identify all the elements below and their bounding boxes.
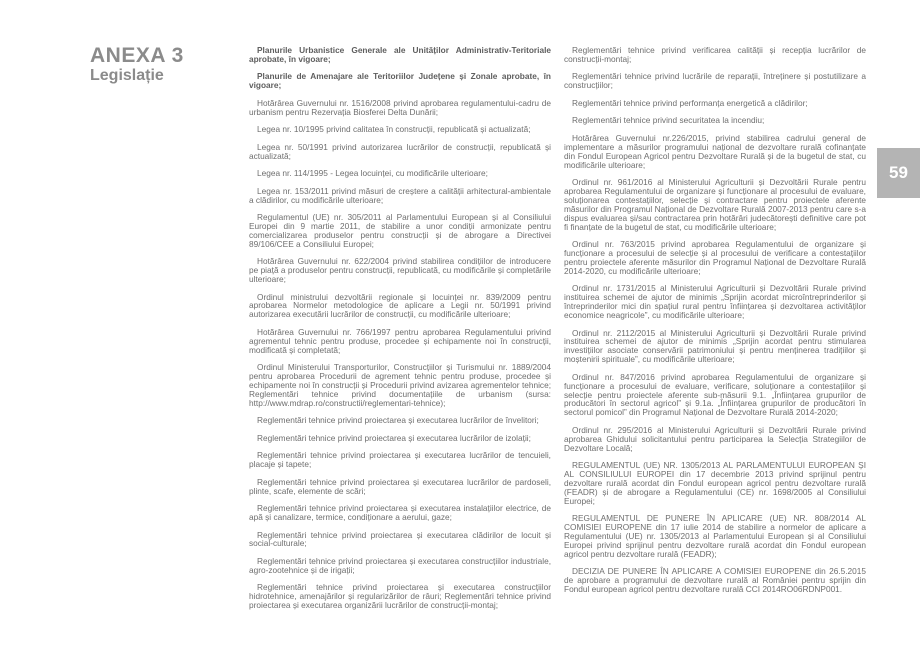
legislation-item: Reglementări tehnice privind proiectarea și executarea construcțiilor industriale, agro-zootehnice și de irigații; xyxy=(249,555,551,575)
legislation-item: Ordinul nr. 2112/2015 al Ministerului Agriculturii și Dezvoltării Rurale privind instituirea schemei de ajutor de minimis „Sprijin acordat pentru stimularea investițiilor asociate conservării patrimoniului și pentru menținerea tradițiilor și moștenirii spirituale”, cu modificările ulterioare; xyxy=(564,327,866,365)
legislation-item: Legea nr. 50/1991 privind autorizarea lucrărilor de construcții, republicată și actualizată; xyxy=(249,141,551,161)
legislation-item: Reglementări tehnice privind proiectarea și executarea lucrărilor de izolații; xyxy=(257,432,531,443)
annex-subtitle: Legislație xyxy=(90,67,164,84)
right-text-column xyxy=(564,46,866,603)
legislation-item: Reglementări tehnice privind verificarea calității și recepția lucrărilor de construcții-montaj; xyxy=(564,45,866,64)
legislation-item: Ordinul nr. 295/2016 al Ministerului Agriculturii și Dezvoltării Rurale privind aprobarea Ghidului solicitantului pentru participarea la Selecția Strategiilor de Dezvoltare Locală; xyxy=(564,424,866,453)
legislation-item: Planurile de Amenajare ale Teritoriilor Județene și Zonale aprobate, în vigoare; xyxy=(249,71,551,91)
legislation-item: Ordinul nr. 1731/2015 al Ministerului Agriculturii și Dezvoltării Rurale privind instituirea schemei de ajutor de minimis „Sprijin acordat microîntreprinderilor și întreprinderilor mici din spațiul rural pentru înființarea și dezvoltarea activităților economice neagricole”, cu modificările ulterioare; xyxy=(564,283,866,320)
legislation-item: Reglementări tehnice privind proiectarea și executarea lucrărilor de pardoseli, plinte, scafe, elemente de scări; xyxy=(249,476,551,496)
legislation-item: Legea nr. 153/2011 privind măsuri de creștere a calității arhitectural-ambientale a clădirilor, cu modificările ulterioare; xyxy=(249,185,551,205)
legislation-item: Reglementări tehnice privind securitatea la incendiu; xyxy=(572,115,765,126)
legislation-item: Reglementări tehnice privind lucrările de reparații, întreținere și postutilizare a construcțiilor; xyxy=(564,71,866,91)
page-number-tab xyxy=(877,148,920,198)
legislation-item: Hotărârea Guvernului nr. 622/2004 privind stabilirea condițiilor de introducere pe piață a produselor pentru construcții, republicată, cu modificările și completările ulterioare; xyxy=(249,256,551,285)
legislation-item: Hotărârea Guvernului nr. 1516/2008 privind aprobarea regulamentului-cadru de urbanism pentru Rezervația Biosferei Delta Dunării; xyxy=(249,97,551,117)
legislation-item: Ordinul nr. 847/2016 privind aprobarea Regulamentului de organizare și funcționare a procesului de evaluare, verificare, soluționare a contestațiilor și selecție pentru proiectele aferente sub-măsurii 9.1. „Înființarea grupurilor de producători în sectorul agricol” și 9.1a. „Înființarea grupurilor de producători în sectorul pomicol” din Programul Național de Dezvoltare Rurală 2014-2020; xyxy=(564,371,866,418)
legislation-item: Ordinul nr. 763/2015 privind aprobarea Regulamentului de organizare și funcționare a procesului de selecție și al procesului de verificare a contestațiilor pentru proiectele aferente măsurilor din Programul Național de Dezvoltare Rurală 2014-2020, cu modificările ulterioare; xyxy=(564,239,866,276)
legislation-item: Reglementări tehnice privind proiectarea și executarea lucrărilor de tencuieli, placaje și tapete; xyxy=(249,450,551,470)
legislation-item: Hotărârea Guvernului nr. 766/1997 pentru aprobarea Regulamentului privind agrementul tehnic pentru produse, procedee și echipamente noi în construcții, modificată și completată; xyxy=(249,326,551,355)
legislation-item: Planurile Urbanistice Generale ale Unităților Administrativ-Teritoriale aprobate, în vigoare; xyxy=(249,45,551,64)
legislation-item: Ordinul Ministerului Transporturilor, Construcțiilor și Turismului nr. 1889/2004 pentru aprobarea Procedurii de agrement tehnic pentru produse, procedee și echipamente noi în construcții și Procedurii privind avizarea agrementelor tehnice; Reglementări tehnice privind documentațiile de urbanism (sursa: http://www.mdrap.ro/constructii/reglementari-tehnice); xyxy=(249,362,551,408)
legislation-item: Hotărârea Guvernului nr.226/2015, privind stabilirea cadrului general de implementare a măsurilor programului național de dezvoltare rurală cofinanțate din Fondul European Agricol pentru Dezvoltare Rurală și de la bugetul de stat, cu modificările ulterioare; xyxy=(564,132,866,170)
legislation-item: Legea nr. 10/1995 privind calitatea în construcții, republicată și actualizată; xyxy=(257,124,531,135)
legislation-item: Reglementări tehnice privind proiectarea și executarea instalațiilor electrice, de apă și canalizare, termice, condiționare a aerului, gaze; xyxy=(249,503,551,523)
legislation-item: Reglementări tehnice privind proiectarea și executarea clădirilor de locuit și social-culturale; xyxy=(249,529,551,549)
section-heading xyxy=(90,44,250,85)
legislation-item: REGULAMENTUL (UE) NR. 1305/2013 AL PARLAMENTULUI EUROPEAN ȘI AL CONSILIULUI EUROPEI din 17 decembrie 2013 privind sprijinul pentru dezvoltare rurală acordat din Fondul european agricol pentru dezvoltare rurală (FEADR) și de abrogare a Regulamentului (CE) nr. 1698/2005 al Consiliului Europei; xyxy=(564,460,866,506)
annex-title: ANEXA 3 xyxy=(90,44,184,67)
legislation-item: Ordinul nr. 961/2016 al Ministerului Agriculturii și Dezvoltării Rurale pentru aprobarea Regulamentului de organizare și funcționare al procesului de evaluare, soluționarea contestațiilor, selecție și contractare pentru proiectele aferente măsurilor din Programul Național de Dezvoltare Rurală 2007-2013 pentru care s-a dispus evaluarea și/sau contractarea prin hotărâri judecătorești definitive care pot fi finanțate de la bugetul de stat, cu modificările ulterioare; xyxy=(564,177,866,232)
legislation-item: REGULAMENTUL DE PUNERE ÎN APLICARE (UE) NR. 808/2014 AL COMISIEI EUROPENE din 17 iulie 2014 de stabilire a normelor de aplicare a Regulamentului (UE) nr. 1305/2013 al Parlamentului European și al Consiliului Europei privind sprijinul pentru dezvoltare rurală acordat din Fondul european agricol pentru dezvoltare rurală (FEADR); xyxy=(564,513,866,559)
page-number: 59 xyxy=(889,163,908,182)
legislation-item: DECIZIA DE PUNERE ÎN APLICARE A COMISIEI EUROPENE din 26.5.2015 de aprobare a programului de dezvoltare rurală al României pentru sprijin din Fondul european agricol pentru dezvoltare rurală CCI 2014RO06RDNP001. xyxy=(564,566,866,595)
left-text-column xyxy=(249,46,551,619)
legislation-item: Legea nr. 114/1995 - Legea locuinței, cu modificările ulterioare; xyxy=(257,168,488,179)
legislation-item: Regulamentul (UE) nr. 305/2011 al Parlamentului European și al Consiliului Europei din 9 martie 2011, de stabilire a unor condiții armonizate pentru comercializarea produselor pentru construcții și de abrogare a Directivei 89/106/CEE a Consiliului Europei; xyxy=(249,212,551,249)
legislation-item: Ordinul ministrului dezvoltării regionale și locuinței nr. 839/2009 pentru aprobarea Normelor metodologice de aplicare a Legii nr. 50/1991 privind autorizarea executării lucrărilor de construcții, cu modificările ulterioare; xyxy=(249,291,551,320)
legislation-item: Reglementări tehnice privind proiectarea și executarea construcțiilor hidrotehnice, amenajărilor și regularizărilor de râuri; Reglementări tehnice privind proiectarea și executarea organizării lucrărilor de construcții-montaj; xyxy=(249,582,551,611)
legislation-item: Reglementări tehnice privind proiectarea și executarea lucrărilor de învelitori; xyxy=(257,415,539,426)
legislation-item: Reglementări tehnice privind performanța energetică a clădirilor; xyxy=(572,97,808,108)
